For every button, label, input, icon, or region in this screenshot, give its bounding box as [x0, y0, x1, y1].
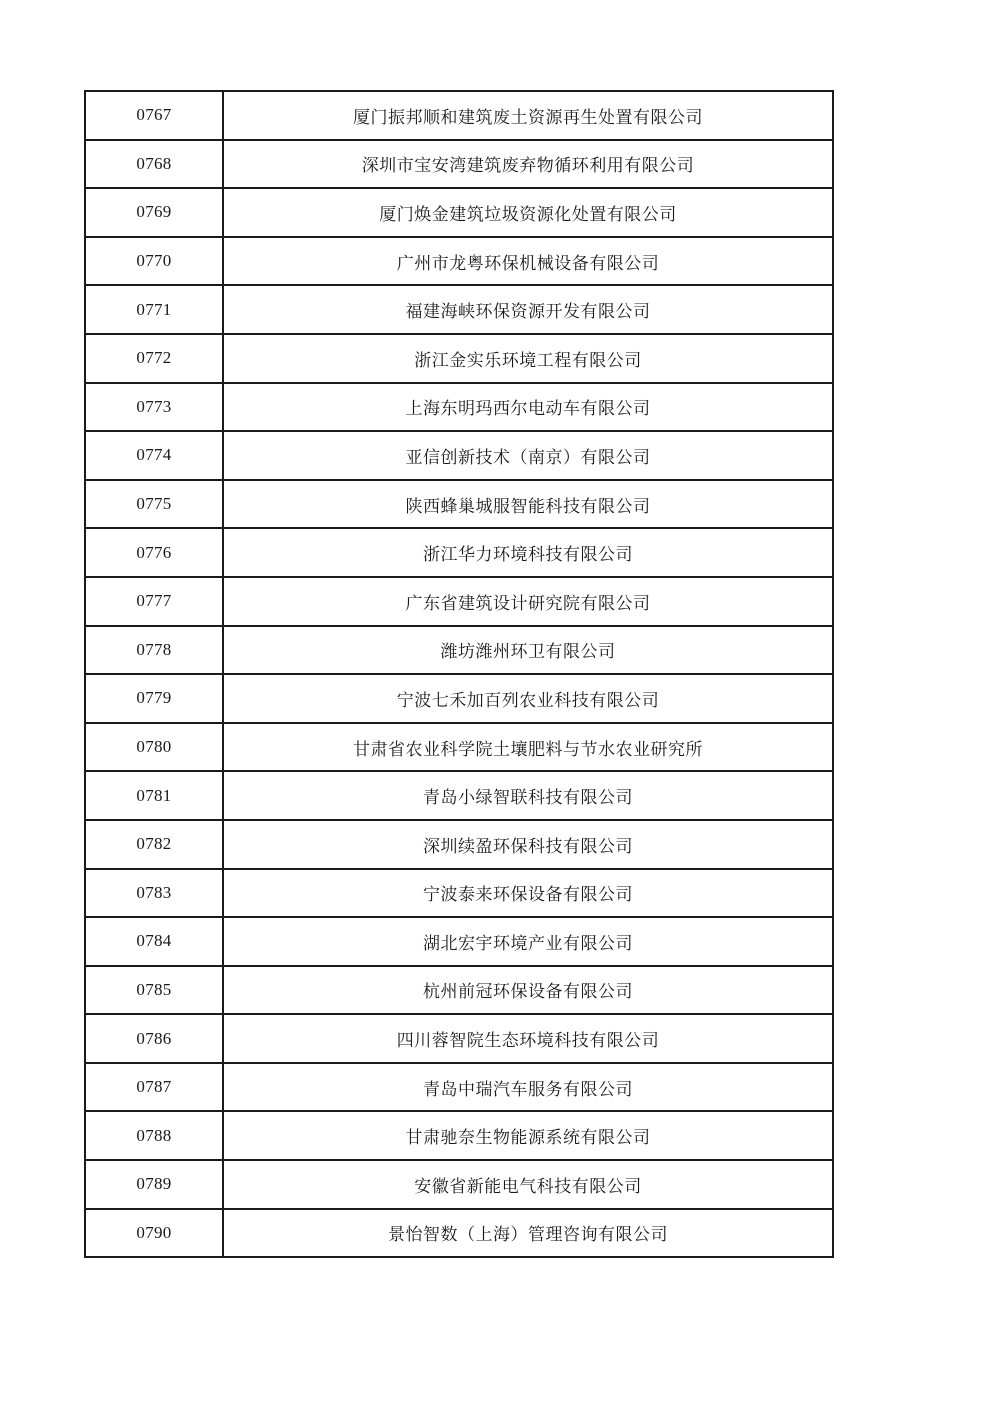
serial-number-cell: 0783 — [85, 869, 223, 918]
company-registry-table — [84, 90, 834, 1258]
serial-number-cell: 0769 — [85, 188, 223, 237]
serial-number-cell: 0773 — [85, 383, 223, 432]
table-row — [85, 723, 833, 772]
company-name-cell: 亚信创新技术（南京）有限公司 — [223, 431, 833, 480]
serial-number-cell: 0767 — [85, 91, 223, 140]
table-row — [85, 237, 833, 286]
table-row — [85, 771, 833, 820]
table-row — [85, 1063, 833, 1112]
serial-number-cell: 0771 — [85, 285, 223, 334]
serial-number-cell: 0788 — [85, 1111, 223, 1160]
table-row — [85, 626, 833, 675]
company-name-cell: 杭州前冠环保设备有限公司 — [223, 966, 833, 1015]
company-name-cell: 景怡智数（上海）管理咨询有限公司 — [223, 1209, 833, 1258]
table-row — [85, 528, 833, 577]
table-row — [85, 480, 833, 529]
serial-number-cell: 0787 — [85, 1063, 223, 1112]
company-name-cell: 广东省建筑设计研究院有限公司 — [223, 577, 833, 626]
serial-number-cell: 0772 — [85, 334, 223, 383]
table-row — [85, 674, 833, 723]
company-name-cell: 宁波七禾加百列农业科技有限公司 — [223, 674, 833, 723]
company-name-cell: 浙江金实乐环境工程有限公司 — [223, 334, 833, 383]
serial-number-cell: 0782 — [85, 820, 223, 869]
company-name-cell: 厦门焕金建筑垃圾资源化处置有限公司 — [223, 188, 833, 237]
company-name-cell: 陕西蜂巢城服智能科技有限公司 — [223, 480, 833, 529]
serial-number-cell: 0779 — [85, 674, 223, 723]
serial-number-cell: 0774 — [85, 431, 223, 480]
company-name-cell: 宁波泰来环保设备有限公司 — [223, 869, 833, 918]
table-row — [85, 1111, 833, 1160]
company-name-cell: 上海东明玛西尔电动车有限公司 — [223, 383, 833, 432]
table-row — [85, 334, 833, 383]
table-row — [85, 431, 833, 480]
serial-number-cell: 0789 — [85, 1160, 223, 1209]
table-row — [85, 820, 833, 869]
serial-number-cell: 0784 — [85, 917, 223, 966]
company-name-cell: 四川蓉智院生态环境科技有限公司 — [223, 1014, 833, 1063]
serial-number-cell: 0790 — [85, 1209, 223, 1258]
table-row — [85, 140, 833, 189]
table-row — [85, 383, 833, 432]
serial-number-cell: 0786 — [85, 1014, 223, 1063]
serial-number-cell: 0781 — [85, 771, 223, 820]
table-row — [85, 1014, 833, 1063]
company-name-cell: 潍坊潍州环卫有限公司 — [223, 626, 833, 675]
serial-number-cell: 0785 — [85, 966, 223, 1015]
table-row — [85, 1160, 833, 1209]
company-name-cell: 深圳续盈环保科技有限公司 — [223, 820, 833, 869]
table-row — [85, 188, 833, 237]
table-body — [85, 91, 833, 1257]
serial-number-cell: 0770 — [85, 237, 223, 286]
company-name-cell: 甘肃省农业科学院土壤肥料与节水农业研究所 — [223, 723, 833, 772]
company-name-cell: 厦门振邦顺和建筑废土资源再生处置有限公司 — [223, 91, 833, 140]
company-name-cell: 浙江华力环境科技有限公司 — [223, 528, 833, 577]
serial-number-cell: 0776 — [85, 528, 223, 577]
serial-number-cell: 0775 — [85, 480, 223, 529]
company-name-cell: 广州市龙粤环保机械设备有限公司 — [223, 237, 833, 286]
table-row — [85, 869, 833, 918]
company-name-cell: 青岛中瑞汽车服务有限公司 — [223, 1063, 833, 1112]
serial-number-cell: 0777 — [85, 577, 223, 626]
table-row — [85, 917, 833, 966]
table-row — [85, 966, 833, 1015]
company-name-cell: 甘肃驰奈生物能源系统有限公司 — [223, 1111, 833, 1160]
serial-number-cell: 0780 — [85, 723, 223, 772]
company-name-cell: 福建海峡环保资源开发有限公司 — [223, 285, 833, 334]
serial-number-cell: 0778 — [85, 626, 223, 675]
company-name-cell: 深圳市宝安湾建筑废弃物循环利用有限公司 — [223, 140, 833, 189]
table-row — [85, 285, 833, 334]
table-row — [85, 577, 833, 626]
company-name-cell: 湖北宏宇环境产业有限公司 — [223, 917, 833, 966]
company-name-cell: 安徽省新能电气科技有限公司 — [223, 1160, 833, 1209]
table-row — [85, 91, 833, 140]
serial-number-cell: 0768 — [85, 140, 223, 189]
company-name-cell: 青岛小绿智联科技有限公司 — [223, 771, 833, 820]
table-row — [85, 1209, 833, 1258]
